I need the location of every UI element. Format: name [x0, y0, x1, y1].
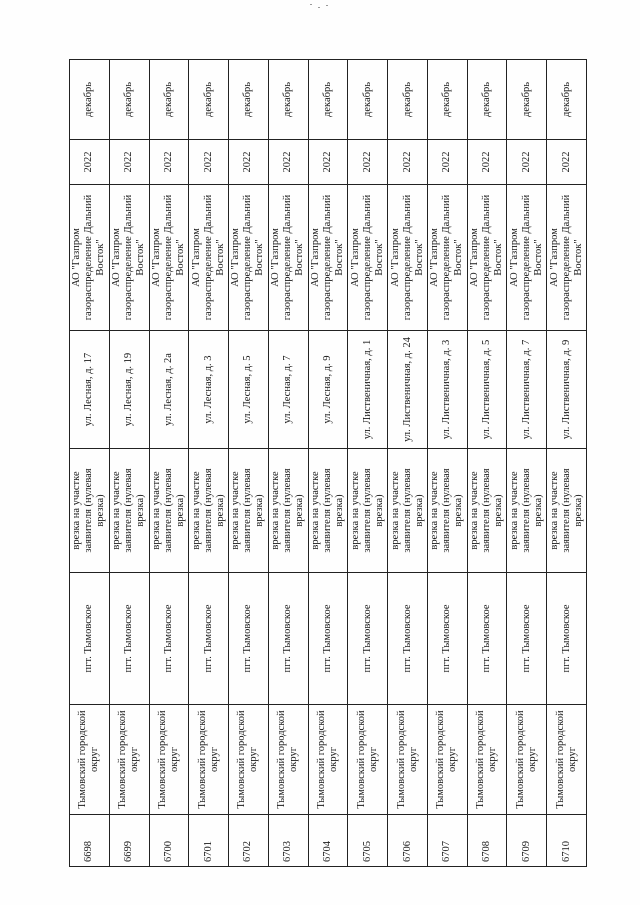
- work-type-cell: врезка на участке заявителя (нулевая врезка): [308, 449, 348, 573]
- organization-cell: АО "Газпром газораспределение Дальний Восток": [268, 185, 308, 331]
- organization-cell: АО "Газпром газораспределение Дальний Восток": [229, 185, 269, 331]
- locality-cell: пгт. Тымовское: [308, 573, 348, 705]
- locality-cell: пгт. Тымовское: [229, 573, 269, 705]
- district-cell: Тымовский городской округ: [507, 705, 547, 815]
- month-cell: декабрь: [70, 60, 110, 140]
- year-cell: 2022: [547, 140, 587, 185]
- district-cell: Тымовский городской округ: [467, 705, 507, 815]
- work-type-cell: врезка на участке заявителя (нулевая врезка): [467, 449, 507, 573]
- table-row: [308, 60, 348, 867]
- scan-speck: [310, 4, 312, 5]
- work-type-cell: врезка на участке заявителя (нулевая врезка): [149, 449, 189, 573]
- address-cell: ул. Лиственичная, д. 1: [348, 331, 388, 449]
- month-cell: декабрь: [348, 60, 388, 140]
- row-number-cell: 6710: [547, 815, 587, 867]
- table-row: [229, 60, 269, 867]
- row-number-cell: 6703: [268, 815, 308, 867]
- district-cell: Тымовский городской округ: [547, 705, 587, 815]
- year-cell: 2022: [427, 140, 467, 185]
- month-cell: декабрь: [149, 60, 189, 140]
- locality-cell: пгт. Тымовское: [348, 573, 388, 705]
- year-cell: 2022: [229, 140, 269, 185]
- organization-cell: АО "Газпром газораспределение Дальний Восток": [149, 185, 189, 331]
- table-row: [427, 60, 467, 867]
- row-number-cell: 6707: [427, 815, 467, 867]
- address-cell: ул. Лесная, д. 9: [308, 331, 348, 449]
- month-cell: декабрь: [189, 60, 229, 140]
- year-cell: 2022: [348, 140, 388, 185]
- organization-cell: АО "Газпром газораспределение Дальний Восток": [70, 185, 110, 331]
- month-cell: декабрь: [467, 60, 507, 140]
- address-cell: ул. Лиственичная, д. 5: [467, 331, 507, 449]
- district-cell: Тымовский городской округ: [388, 705, 428, 815]
- address-cell: ул. Лесная, д. 7: [268, 331, 308, 449]
- rotated-table-wrapper: [69, 60, 587, 867]
- table-row: [149, 60, 189, 867]
- month-cell: декабрь: [388, 60, 428, 140]
- address-cell: ул. Лесная, д. 3: [189, 331, 229, 449]
- table-row: [70, 60, 110, 867]
- year-cell: 2022: [388, 140, 428, 185]
- address-cell: ул. Лесная, д. 2а: [149, 331, 189, 449]
- address-cell: ул. Лесная, д. 17: [70, 331, 110, 449]
- row-number-cell: 6708: [467, 815, 507, 867]
- locality-cell: пгт. Тымовское: [189, 573, 229, 705]
- row-number-cell: 6700: [149, 815, 189, 867]
- organization-cell: АО "Газпром газораспределение Дальний Восток": [507, 185, 547, 331]
- table-row: [547, 60, 587, 867]
- locality-cell: пгт. Тымовское: [427, 573, 467, 705]
- table-body: [70, 60, 587, 867]
- table-row: [189, 60, 229, 867]
- row-number-cell: 6709: [507, 815, 547, 867]
- table-row: [467, 60, 507, 867]
- month-cell: декабрь: [507, 60, 547, 140]
- work-type-cell: врезка на участке заявителя (нулевая врезка): [507, 449, 547, 573]
- locality-cell: пгт. Тымовское: [268, 573, 308, 705]
- work-type-cell: врезка на участке заявителя (нулевая врезка): [70, 449, 110, 573]
- address-cell: ул. Лиственичная, д. 7: [507, 331, 547, 449]
- year-cell: 2022: [268, 140, 308, 185]
- year-cell: 2022: [189, 140, 229, 185]
- organization-cell: АО "Газпром газораспределение Дальний Восток": [427, 185, 467, 331]
- locality-cell: пгт. Тымовское: [109, 573, 149, 705]
- month-cell: декабрь: [109, 60, 149, 140]
- row-number-cell: 6702: [229, 815, 269, 867]
- organization-cell: АО "Газпром газораспределение Дальний Восток": [467, 185, 507, 331]
- row-number-cell: 6704: [308, 815, 348, 867]
- month-cell: декабрь: [308, 60, 348, 140]
- month-cell: декабрь: [547, 60, 587, 140]
- work-type-cell: врезка на участке заявителя (нулевая врезка): [268, 449, 308, 573]
- year-cell: 2022: [109, 140, 149, 185]
- district-cell: Тымовский городской округ: [189, 705, 229, 815]
- district-cell: Тымовский городской округ: [308, 705, 348, 815]
- district-cell: Тымовский городской округ: [268, 705, 308, 815]
- work-type-cell: врезка на участке заявителя (нулевая врезка): [427, 449, 467, 573]
- address-cell: ул. Лиственичная, д. 24: [388, 331, 428, 449]
- locality-cell: пгт. Тымовское: [388, 573, 428, 705]
- organization-cell: АО "Газпром газораспределение Дальний Восток": [388, 185, 428, 331]
- work-type-cell: врезка на участке заявителя (нулевая врезка): [547, 449, 587, 573]
- table-row: [348, 60, 388, 867]
- table-row: [109, 60, 149, 867]
- address-cell: ул. Лиственичная, д. 9: [547, 331, 587, 449]
- year-cell: 2022: [507, 140, 547, 185]
- work-type-cell: врезка на участке заявителя (нулевая врезка): [189, 449, 229, 573]
- row-number-cell: 6705: [348, 815, 388, 867]
- work-type-cell: врезка на участке заявителя (нулевая врезка): [229, 449, 269, 573]
- table-row: [268, 60, 308, 867]
- year-cell: 2022: [467, 140, 507, 185]
- address-cell: ул. Лиственичная, д. 3: [427, 331, 467, 449]
- locality-cell: пгт. Тымовское: [547, 573, 587, 705]
- gasification-schedule-table: [69, 59, 587, 867]
- locality-cell: пгт. Тымовское: [467, 573, 507, 705]
- year-cell: 2022: [70, 140, 110, 185]
- row-number-cell: 6706: [388, 815, 428, 867]
- month-cell: декабрь: [268, 60, 308, 140]
- district-cell: Тымовский городской округ: [348, 705, 388, 815]
- work-type-cell: врезка на участке заявителя (нулевая врезка): [348, 449, 388, 573]
- work-type-cell: врезка на участке заявителя (нулевая врезка): [109, 449, 149, 573]
- district-cell: Тымовский городской округ: [109, 705, 149, 815]
- address-cell: ул. Лесная, д. 5: [229, 331, 269, 449]
- organization-cell: АО "Газпром газораспределение Дальний Восток": [547, 185, 587, 331]
- work-type-cell: врезка на участке заявителя (нулевая врезка): [388, 449, 428, 573]
- locality-cell: пгт. Тымовское: [70, 573, 110, 705]
- locality-cell: пгт. Тымовское: [149, 573, 189, 705]
- district-cell: Тымовский городской округ: [70, 705, 110, 815]
- scan-speck: [318, 7, 320, 8]
- row-number-cell: 6701: [189, 815, 229, 867]
- month-cell: декабрь: [427, 60, 467, 140]
- table-row: [507, 60, 547, 867]
- organization-cell: АО "Газпром газораспределение Дальний Восток": [109, 185, 149, 331]
- organization-cell: АО "Газпром газораспределение Дальний Восток": [348, 185, 388, 331]
- district-cell: Тымовский городской округ: [427, 705, 467, 815]
- organization-cell: АО "Газпром газораспределение Дальний Восток": [189, 185, 229, 331]
- organization-cell: АО "Газпром газораспределение Дальний Восток": [308, 185, 348, 331]
- year-cell: 2022: [149, 140, 189, 185]
- year-cell: 2022: [308, 140, 348, 185]
- locality-cell: пгт. Тымовское: [507, 573, 547, 705]
- address-cell: ул. Лесная, д. 19: [109, 331, 149, 449]
- table-row: [388, 60, 428, 867]
- scan-speck: [326, 5, 328, 6]
- row-number-cell: 6698: [70, 815, 110, 867]
- district-cell: Тымовский городской округ: [149, 705, 189, 815]
- month-cell: декабрь: [229, 60, 269, 140]
- district-cell: Тымовский городской округ: [229, 705, 269, 815]
- row-number-cell: 6699: [109, 815, 149, 867]
